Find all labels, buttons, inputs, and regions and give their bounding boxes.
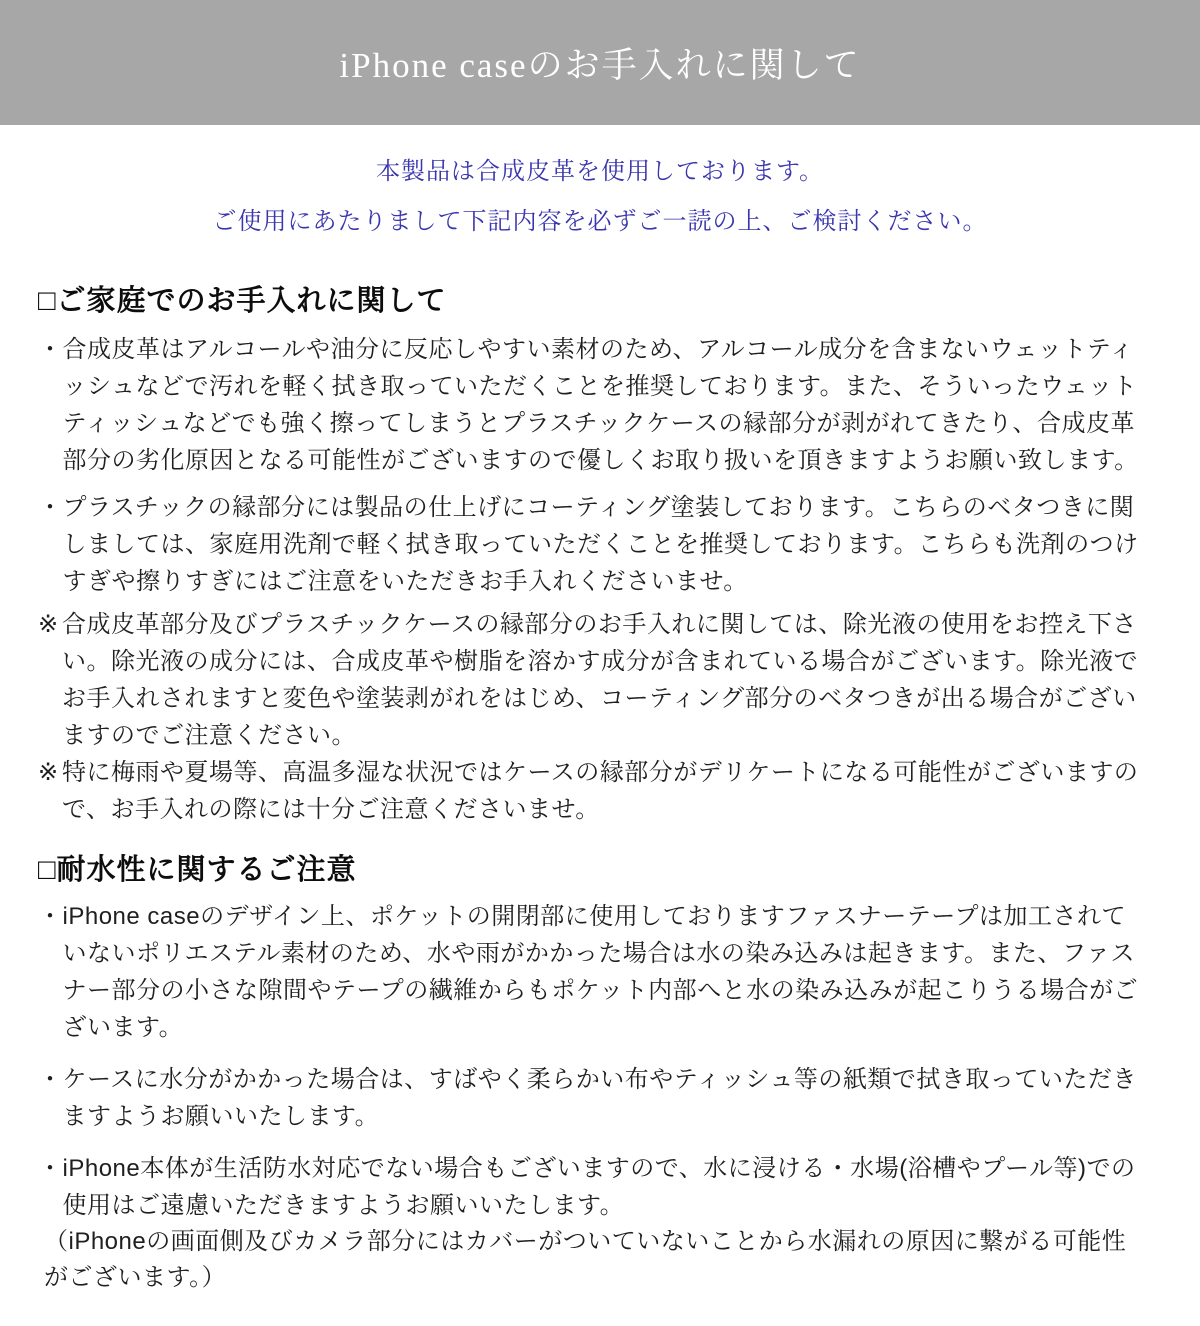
list-item-text: iPhone caseのデザイン上、ポケットの開閉部に使用しておりますファスナーテープは加工されていないポリエステル素材のため、水や雨がかかった場合は水の染み込みは起きます。また、ファスナー部分の小さな隙間やテープの繊維からもポケット内部へと水の染み込みが起こりうる場合がございます。 xyxy=(62,903,1139,1041)
list-item xyxy=(38,489,1150,600)
content-area xyxy=(0,283,1200,1326)
asterisk-marker: ※ xyxy=(38,611,59,638)
section-water-resistance-heading: □耐水性に関するご注意 xyxy=(38,854,357,886)
section-home-care-heading: □ご家庭でのお手入れに関して xyxy=(38,285,447,317)
list-item xyxy=(38,606,1150,754)
asterisk-marker: ※ xyxy=(38,759,59,786)
list-item-text: 合成皮革はアルコールや油分に反応しやすい素材のため、アルコール成分を含まないウェットティッシュなどで汚れを軽く拭き取っていただくことを推奨しております。また、そういったウェットティッシュなどでも強く擦ってしまうとプラスチックケースの縁部分が剥がれてきたり、合成皮革部分の劣化原因となる可能性がございますので優しくお取り扱いを頂きますようお願い致します。 xyxy=(62,336,1139,474)
list-item-text: 合成皮革部分及びプラスチックケースの縁部分のお手入れに関しては、除光液の使用をお控え下さい。除光液の成分には、合成皮革や樹脂を溶かす成分が含まれている場合がございます。除光液でお手入れされますと変色や塗装剥がれをはじめ、コーティング部分のベタつきが出る場合がございますのでご注意ください。 xyxy=(62,611,1139,749)
list-item xyxy=(38,754,1150,828)
header-bar xyxy=(0,0,1200,125)
bullet-marker: ・ xyxy=(38,336,63,363)
intro-line-2: ご使用にあたりまして下記内容を必ずご一読の上、ご検討ください。 xyxy=(212,208,988,235)
list-item-text: 特に梅雨や夏場等、高温多湿な状況ではケースの縁部分がデリケートになる可能性がございますので、お手入れの際には十分ご注意くださいませ。 xyxy=(62,759,1139,823)
intro-notice xyxy=(0,155,1200,239)
list-item xyxy=(38,898,1150,1046)
list-item-text: ケースに水分がかかった場合は、すばやく柔らかい布やティッシュ等の紙類で拭き取っていただきますようお願いいたします。 xyxy=(62,1066,1137,1130)
water-leak-note: （iPhoneの画面側及びカメラ部分にはカバーがついていないことから水漏れの原因に繋がる可能性がございます。） xyxy=(44,1228,1127,1291)
list-item-text: iPhone本体が生活防水対応でない場合もございますので、水に浸ける・水場(浴槽やプール等)での使用はご遠慮いただきますようお願いいたします。 xyxy=(62,1155,1136,1219)
page-title: iPhone caseのお手入れに関して xyxy=(339,45,861,85)
list-item xyxy=(38,1061,1150,1135)
bullet-marker: ・ xyxy=(38,1066,63,1093)
list-item-text: プラスチックの縁部分には製品の仕上げにコーティング塗装しております。こちらのベタつきに関しましては、家庭用洗剤で軽く拭き取っていただくことを推奨しております。こちらも洗剤のつけすぎや擦りすぎにはご注意をいただきお手入れくださいませ。 xyxy=(62,494,1139,595)
section-water-resistance xyxy=(38,852,1150,1296)
intro-line-1: 本製品は合成皮革を使用しております。 xyxy=(375,158,825,185)
bullet-marker: ・ xyxy=(38,903,63,930)
bullet-marker: ・ xyxy=(38,1155,63,1182)
bullet-marker: ・ xyxy=(38,494,63,521)
list-item xyxy=(38,331,1150,479)
list-item xyxy=(38,1150,1150,1224)
section-home-care xyxy=(38,283,1150,828)
